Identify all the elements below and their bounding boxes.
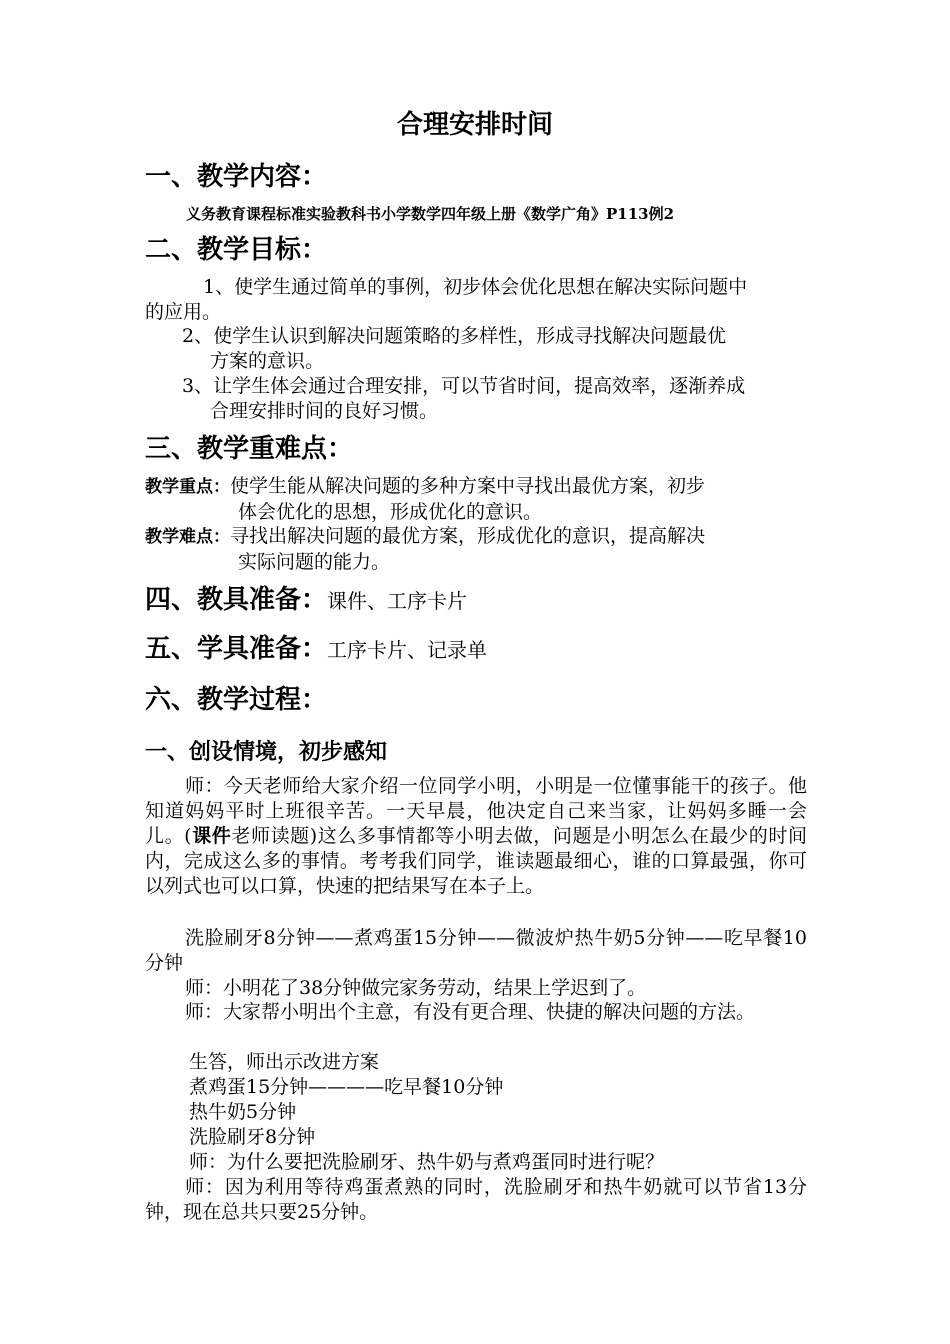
paragraph-sequence: 洗脸刷牙8分钟——煮鸡蛋15分钟——微波炉热牛奶5分钟——吃早餐10分钟 — [145, 927, 807, 974]
goal-2-line-1: 2、使学生认识到解决问题策略的多样性，形成寻找解决问题最优 — [182, 325, 727, 347]
section-heading-teaching-content: 一、教学内容： — [145, 162, 328, 192]
goal-3-line-1: 3、让学生体会通过合理安排，可以节省时间，提高效率，逐渐养成 — [182, 375, 746, 397]
student-materials-label: 五、学具准备： — [145, 634, 328, 664]
teacher-materials-text: 课件、工序卡片 — [327, 589, 468, 613]
key-point-line-2: 体会优化的思想，形成优化的意识。 — [238, 501, 543, 523]
line-heat-milk: 热牛奶5分钟 — [189, 1101, 297, 1123]
section-heading-teaching-process: 六、教学过程： — [145, 685, 328, 715]
key-point-block — [145, 474, 807, 525]
goal-2-line-2: 方案的意识。 — [210, 350, 325, 372]
section-heading-student-materials — [145, 632, 487, 667]
line-boil-eggs: 煮鸡蛋15分钟————吃早餐10分钟 — [189, 1076, 504, 1098]
section-heading-teaching-goals: 二、教学目标： — [145, 235, 328, 265]
key-point-label: 教学重点： — [145, 477, 230, 497]
difficult-point-label: 教学难点： — [145, 527, 230, 547]
teaching-content-text: 义务教育课程标准实验教科书小学数学四年级上册《数学广角》P113例2 — [186, 205, 675, 223]
difficult-point-line-1: 寻找出解决问题的最优方案，形成优化的意识，提高解决 — [230, 525, 706, 547]
goal-item-2 — [182, 324, 726, 374]
paragraph-save-time: 师：因为利用等待鸡蛋煮熟的同时，洗脸刷牙和热牛奶就可以节省13分钟，现在总共只要25分钟。 — [145, 1176, 807, 1223]
teacher-materials-label: 四、教具准备： — [145, 585, 328, 615]
goal-1-line-2: 的应用。 — [145, 301, 222, 323]
paragraph-intro — [145, 774, 807, 899]
paragraph-38-minutes: 师：小明花了38分钟做完家务劳动，结果上学迟到了。 — [185, 977, 647, 999]
difficult-point-block — [145, 524, 807, 575]
goal-item-3 — [182, 374, 745, 424]
paragraph-suggestion: 师：大家帮小明出个主意，有没有更合理、快捷的解决问题的方法。 — [185, 1001, 756, 1023]
page-title: 合理安排时间 — [396, 110, 553, 140]
student-materials-text: 工序卡片、记录单 — [327, 638, 488, 662]
goal-item-1 — [145, 275, 807, 325]
line-student-answer: 生答，师出示改进方案 — [189, 1051, 380, 1073]
section-heading-teacher-materials — [145, 583, 467, 618]
paragraph-intro-part-a: 师：今天老师给大家介绍一位同学小明，小明是一位懂事能干的孩子。他知道妈妈平时上班很辛苦。一天早晨，他决定自己来当家，让妈妈多睡一会儿。( — [145, 775, 807, 847]
difficult-point-line-2: 实际问题的能力。 — [238, 551, 391, 573]
paragraph-intro-part-b: 老师读题)这么多事情都等小明去做，问题是小明怎么在最少的时间内，完成这么多的事情。考考我们同学，谁读题最细心，谁的口算最强，你可以列式也可以口算，快速的把结果写在本子上。 — [145, 825, 807, 897]
courseware-label: 课件 — [191, 825, 232, 847]
section-heading-key-difficult-points: 三、教学重难点： — [145, 434, 354, 464]
line-why-question: 师：为什么要把洗脸刷牙、热牛奶与煮鸡蛋同时进行呢？ — [189, 1151, 665, 1173]
line-wash-face: 洗脸刷牙8分钟 — [189, 1126, 316, 1148]
key-point-line-1: 使学生能从解决问题的多种方案中寻找出最优方案，初步 — [230, 475, 706, 497]
part-heading-scenario: 一、创设情境，初步感知 — [145, 740, 388, 765]
goal-1-line-1: 1、使学生通过简单的事例，初步体会优化思想在解决实际问题中 — [203, 276, 748, 298]
goal-3-line-2: 合理安排时间的良好习惯。 — [210, 400, 439, 422]
